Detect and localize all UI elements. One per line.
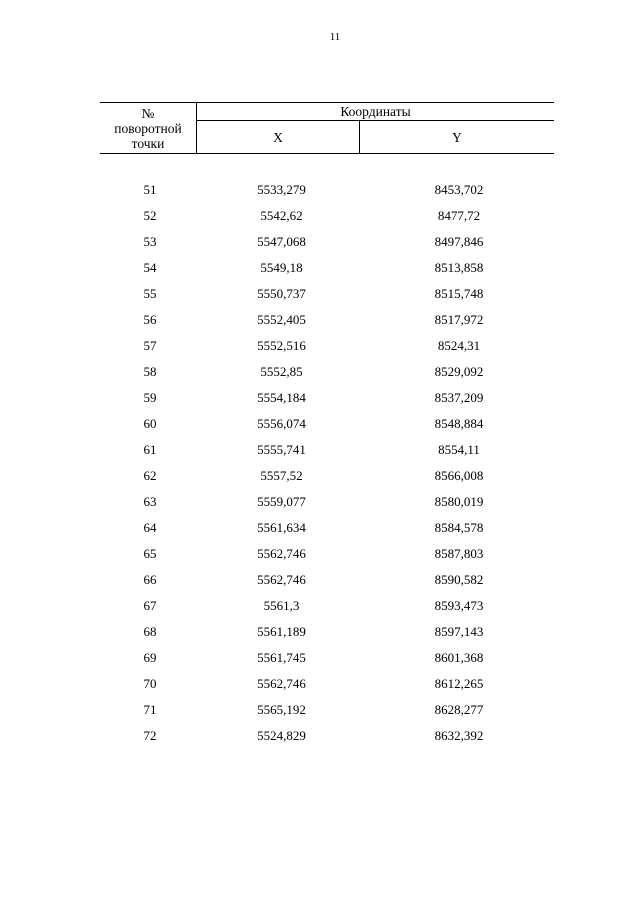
x-coordinate-cell: 5550,737 xyxy=(257,286,306,301)
table-row xyxy=(0,489,640,515)
y-coordinate-cell: 8517,972 xyxy=(434,312,484,327)
point-number-cell: 72 xyxy=(143,728,157,743)
y-coordinate-cell: 8580,019 xyxy=(434,494,484,509)
table-row xyxy=(0,567,640,593)
table-row xyxy=(0,281,640,307)
x-coordinate-cell: 5552,85 xyxy=(260,364,303,379)
x-coordinate-cell: 5533,279 xyxy=(257,182,306,197)
x-column-header: X xyxy=(197,121,360,154)
y-coordinate-cell: 8587,803 xyxy=(434,546,484,561)
y-coordinate-cell: 8601,368 xyxy=(434,650,484,665)
y-coordinate-cell: 8548,884 xyxy=(434,416,484,431)
point-number-cell: 59 xyxy=(143,390,157,405)
x-coordinate-cell: 5561,3 xyxy=(263,598,300,613)
x-coordinate-cell: 5547,068 xyxy=(257,234,306,249)
y-column-header: Y xyxy=(360,121,555,154)
point-number-header-line-1: № xyxy=(141,105,155,121)
table-row xyxy=(0,203,640,229)
x-coordinate-cell: 5552,516 xyxy=(257,338,306,353)
y-coordinate-cell: 8537,209 xyxy=(434,390,484,405)
point-number-cell: 68 xyxy=(143,624,157,639)
table-row xyxy=(0,333,640,359)
table-row xyxy=(0,515,640,541)
table-row xyxy=(0,697,640,723)
point-number-cell: 67 xyxy=(143,598,157,613)
x-coordinate-cell: 5555,741 xyxy=(257,442,306,457)
table-row xyxy=(0,359,640,385)
point-number-header xyxy=(100,103,197,154)
coordinates-table-body xyxy=(0,177,640,749)
y-coordinate-cell: 8590,582 xyxy=(434,572,484,587)
point-number-cell: 62 xyxy=(143,468,157,483)
table-row xyxy=(0,541,640,567)
page-number: 11 xyxy=(329,31,341,43)
x-coordinate-cell: 5524,829 xyxy=(257,728,306,743)
table-row xyxy=(0,723,640,749)
y-coordinate-cell: 8515,748 xyxy=(434,286,484,301)
y-coordinate-cell: 8554,11 xyxy=(438,442,480,457)
point-number-cell: 55 xyxy=(143,286,157,301)
x-coordinate-cell: 5561,634 xyxy=(257,520,306,535)
point-number-cell: 65 xyxy=(143,546,157,561)
y-coordinate-cell: 8628,277 xyxy=(434,702,484,717)
x-coordinate-cell: 5562,746 xyxy=(257,676,306,691)
table-row xyxy=(0,411,640,437)
point-number-cell: 57 xyxy=(143,338,157,353)
point-number-cell: 69 xyxy=(143,650,157,665)
x-coordinate-cell: 5557,52 xyxy=(260,468,303,483)
y-coordinate-cell: 8632,392 xyxy=(434,728,484,743)
point-number-cell: 53 xyxy=(143,234,157,249)
table-row xyxy=(0,385,640,411)
point-number-cell: 71 xyxy=(143,702,157,717)
x-coordinate-cell: 5562,746 xyxy=(257,546,306,561)
table-row xyxy=(0,177,640,203)
table-row xyxy=(0,255,640,281)
x-coordinate-cell: 5562,746 xyxy=(257,572,306,587)
y-coordinate-cell: 8597,143 xyxy=(434,624,484,639)
x-coordinate-cell: 5552,405 xyxy=(257,312,306,327)
y-coordinate-cell: 8453,702 xyxy=(434,182,484,197)
y-coordinate-cell: 8497,846 xyxy=(434,234,484,249)
coordinates-header: Координаты xyxy=(197,103,555,121)
table-row xyxy=(0,463,640,489)
x-coordinate-cell: 5554,184 xyxy=(257,390,306,405)
x-coordinate-cell: 5561,745 xyxy=(257,650,306,665)
point-number-cell: 64 xyxy=(143,520,157,535)
x-coordinate-cell: 5549,18 xyxy=(260,260,303,275)
y-coordinate-cell: 8566,008 xyxy=(434,468,484,483)
point-number-cell: 63 xyxy=(143,494,157,509)
point-number-header-line-2: поворотной xyxy=(114,120,182,136)
x-coordinate-cell: 5559,077 xyxy=(257,494,306,509)
x-coordinate-cell: 5561,189 xyxy=(257,624,306,639)
table-row xyxy=(0,307,640,333)
y-coordinate-cell: 8524,31 xyxy=(437,338,481,353)
y-coordinate-cell: 8529,092 xyxy=(434,364,484,379)
y-coordinate-cell: 8584,578 xyxy=(434,520,484,535)
point-number-cell: 52 xyxy=(143,208,157,223)
y-coordinate-cell: 8612,265 xyxy=(434,676,484,691)
table-row xyxy=(0,619,640,645)
table-row xyxy=(0,437,640,463)
point-number-cell: 66 xyxy=(143,572,157,587)
x-coordinate-cell: 5565,192 xyxy=(257,702,306,717)
x-coordinate-cell: 5542,62 xyxy=(260,208,303,223)
x-coordinate-cell: 5556,074 xyxy=(257,416,306,431)
point-number-cell: 54 xyxy=(143,260,157,275)
table-row xyxy=(0,645,640,671)
table-row xyxy=(0,671,640,697)
point-number-cell: 51 xyxy=(143,182,157,197)
coordinates-table-header xyxy=(100,102,554,154)
point-number-header-line-3: точки xyxy=(131,135,165,151)
point-number-cell: 58 xyxy=(143,364,157,379)
point-number-cell: 56 xyxy=(143,312,157,327)
y-coordinate-cell: 8477,72 xyxy=(437,208,481,223)
table-row xyxy=(0,229,640,255)
point-number-cell: 61 xyxy=(143,442,157,457)
point-number-cell: 70 xyxy=(143,676,157,691)
table-row xyxy=(0,593,640,619)
y-coordinate-cell: 8513,858 xyxy=(434,260,484,275)
y-coordinate-cell: 8593,473 xyxy=(434,598,484,613)
point-number-cell: 60 xyxy=(143,416,157,431)
